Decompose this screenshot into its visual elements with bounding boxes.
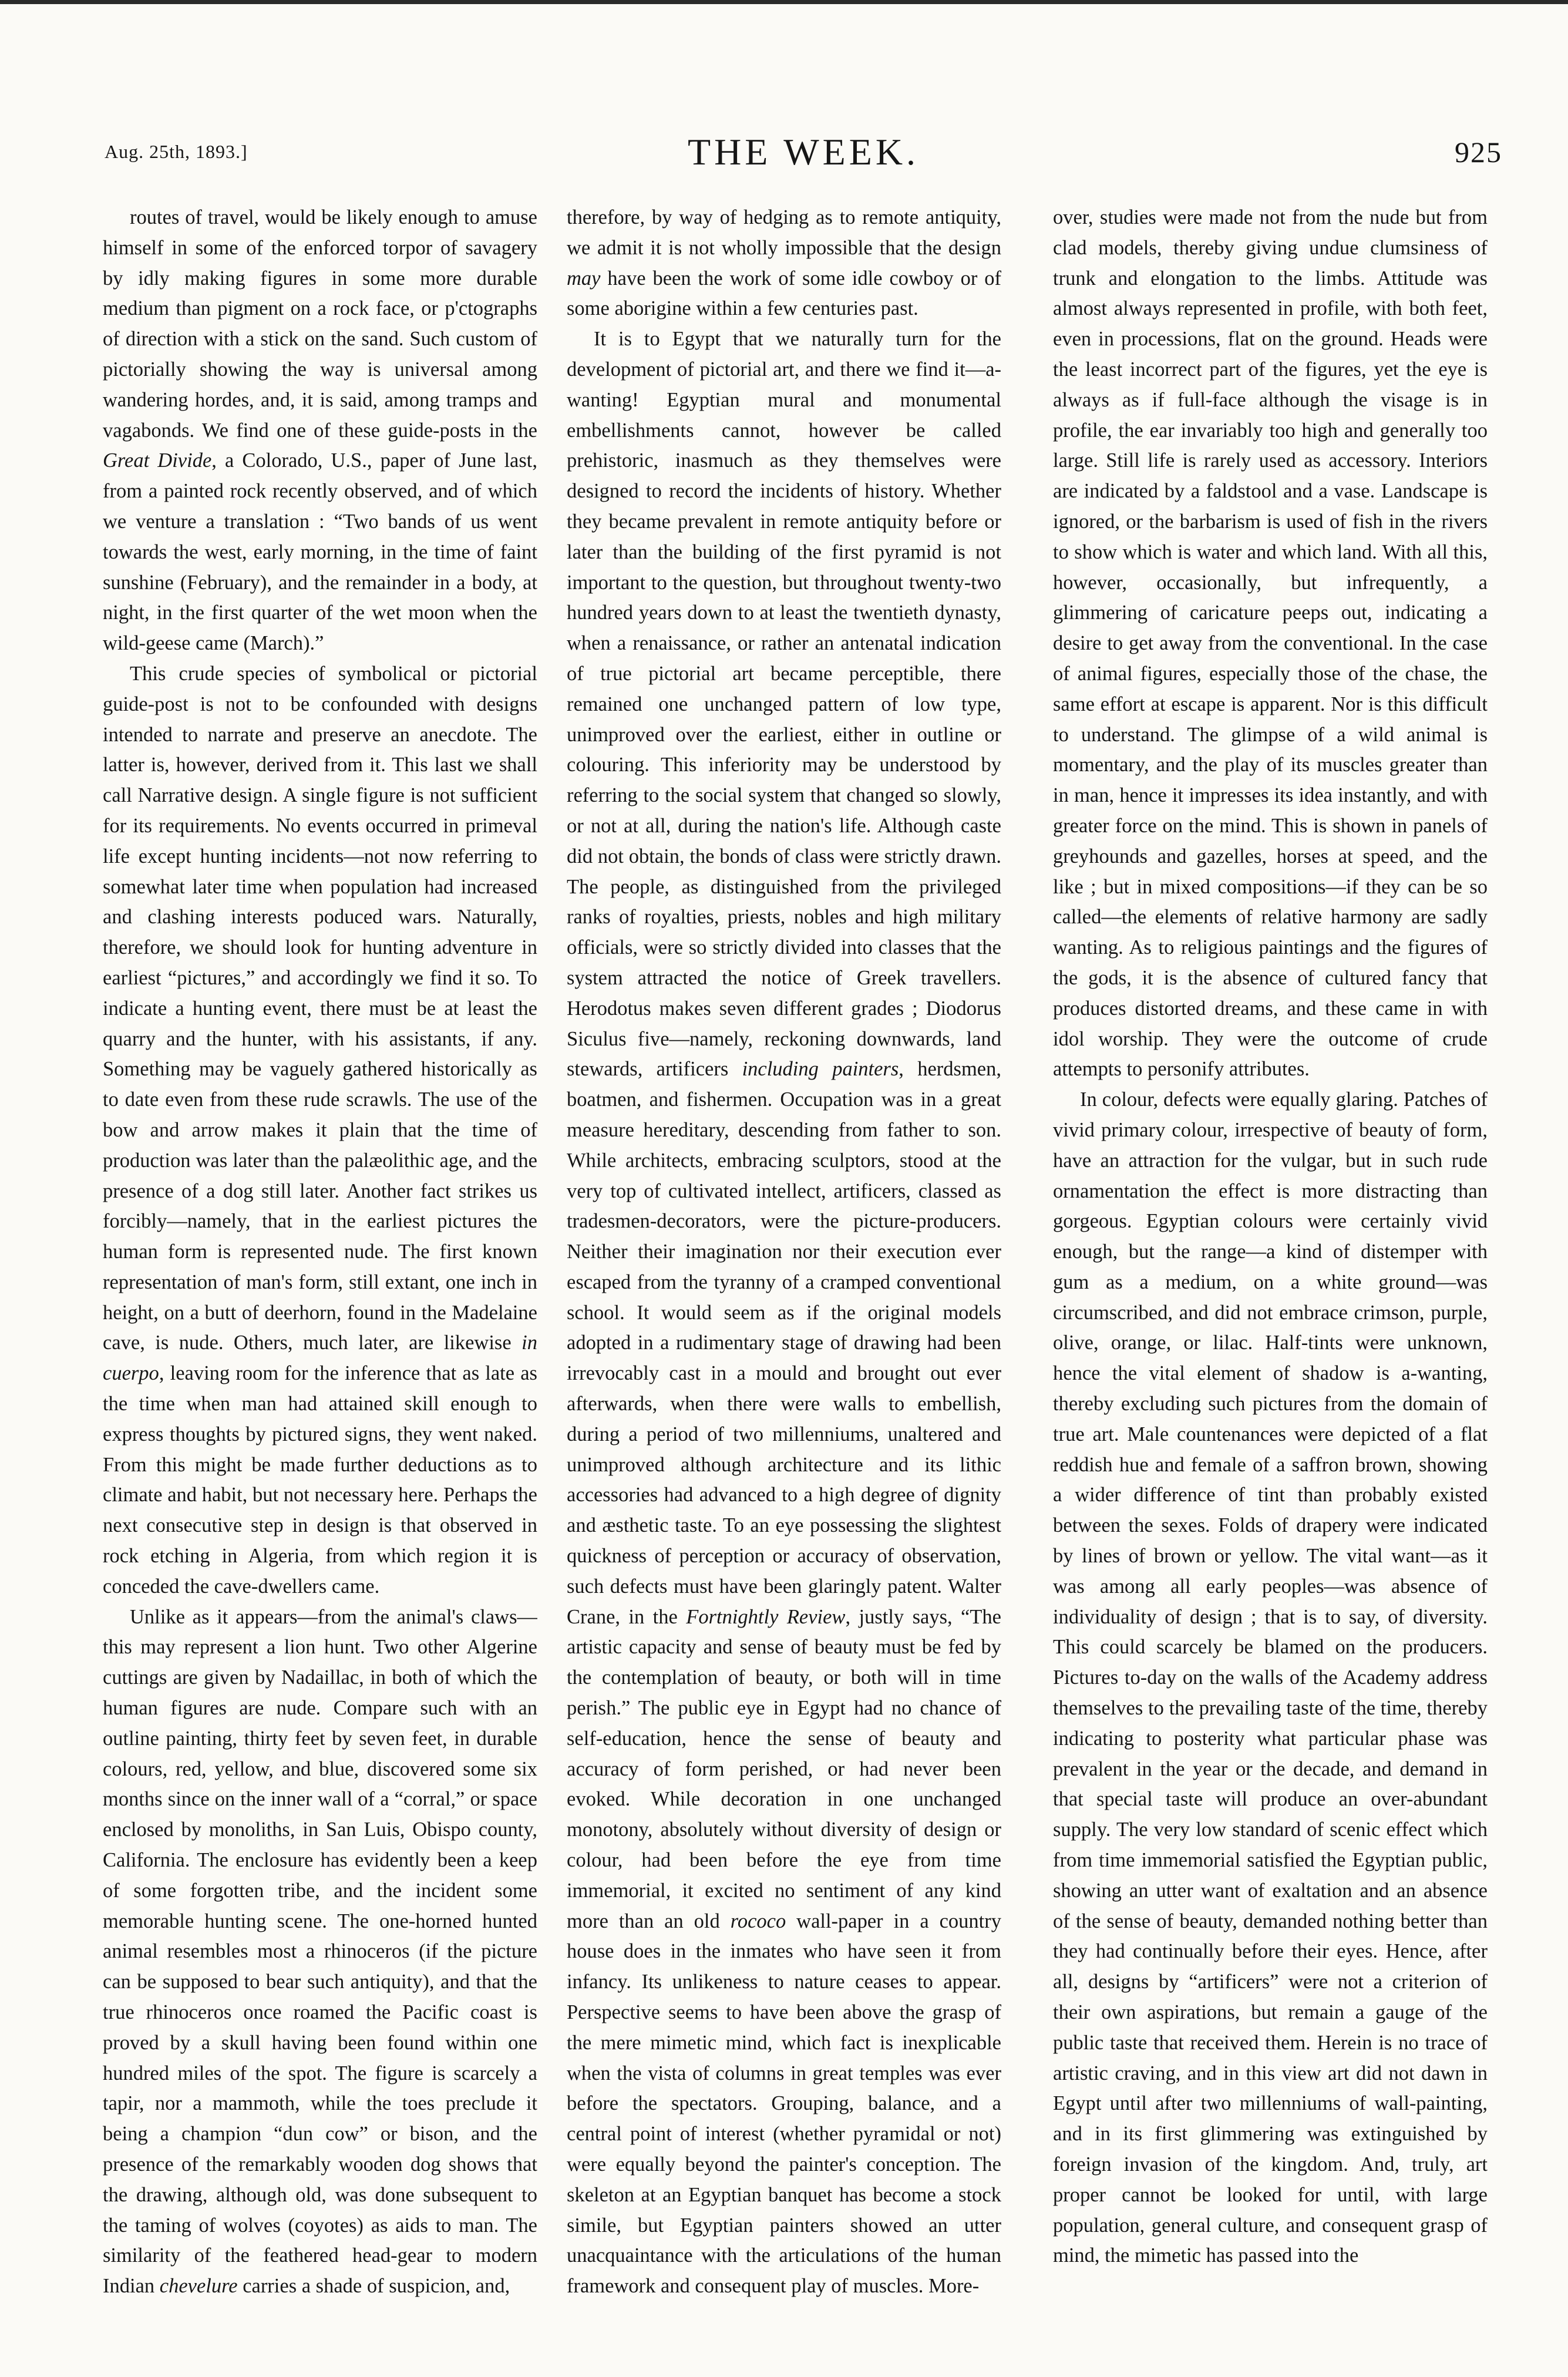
page-number: 925 bbox=[1455, 136, 1502, 169]
journal-title: THE WEEK. bbox=[687, 131, 920, 173]
italic-text: including painters bbox=[742, 1058, 899, 1081]
text-column-3 bbox=[1053, 203, 1488, 2329]
paragraph bbox=[103, 203, 537, 659]
italic-text: in cuerpo bbox=[103, 1332, 537, 1385]
paragraph bbox=[1053, 1085, 1488, 2271]
top-rule bbox=[0, 0, 1568, 4]
italic-text: Fortnightly Review bbox=[686, 1605, 846, 1628]
paragraph bbox=[567, 203, 1001, 324]
page-header bbox=[105, 130, 1502, 183]
text-column-2 bbox=[567, 203, 1001, 2329]
italic-text: Great Divide bbox=[103, 449, 212, 472]
paragraph bbox=[1053, 203, 1488, 1085]
text-run: carries a shade of suspicion, and, bbox=[237, 2275, 510, 2298]
paragraph bbox=[103, 659, 537, 1602]
issue-date: Aug. 25th, 1893.] bbox=[105, 141, 248, 162]
text-run: In colour, defects were equally glaring. Patches of vivid primary colour, irrespective of beauty of form, have an attraction for the vulgar, but in such rude ornamentation the effect is more distracting than gorgeous. Egyptian colours were certainly vivid enough, but the range—a kind of distemper with gum as a medium, on a white ground—was circumscribed, and did not embrace crimson, purple, olive, orange, or lilac. Half-tints were unknown, hence the vital element of shadow is a-wanting, thereby excluding such pictures from the domain of true art. Male countenances were depicted of a flat reddish hue and female of a saffron brown, showing a wider difference of tint than probably existed between the sexes. Folds of drapery were indicated by lines of brown or yellow. The vital want—as it was among all early peoples—was absence of individuality of design ; that is to say, of diversity. This could scarcely be blamed on the producers. Pictures to-day on the walls of the Academy address themselves to the prevailing taste of the time, thereby indicating to posterity what particular phase was prevalent in the year or the decade, and demand in that special taste will produce an over-abundant supply. The very low standard of scenic effect which from time immemorial satisfied the Egyptian public, showing an utter want of exaltation and an absence of the sense of beauty, demanded nothing better than they had continually before their eyes. Hence, after all, designs by “artificers” were not a criterion of their own aspirations, but remain a gauge of the public taste that received them. Herein is no trace of artistic craving, and in this view art did not dawn in Egypt until after two millenniums of wall-painting, and in its first glimmering was extinguished by foreign invasion of the kingdom. And, truly, art proper cannot be looked for until, with large population, general culture, and consequent grasp of mind, the mimetic has passed into the bbox=[1053, 1088, 1488, 2267]
text-run: wall-paper in a country house does in the inmates who have seen it from infancy. Its unlikeness to nature ceases to appear. Perspective seems to have been above the grasp of the mere mimetic mind, which fact is inexplicable when the vista of columns in great temples was ever before the spectators. Grouping, balance, and a central point of interest (whether pyramidal or not) were equally beyond the painter's conception. The skeleton at an Egyptian banquet has become a stock simile, but Egyptian painters showed an utter unacquaintance with the articulations of the human framework and consequent play of muscles. More- bbox=[567, 1909, 1001, 2298]
text-run: therefore, by way of hedging as to remote antiquity, we admit it is not wholly impossible that the design bbox=[567, 206, 1001, 259]
text-column-1 bbox=[103, 203, 537, 2329]
italic-text: may bbox=[567, 267, 601, 290]
text-run: have been the work of some idle cowboy or of some aborigine within a few centuries past. bbox=[567, 267, 1001, 320]
text-run: routes of travel, would be likely enough to amuse himself in some of the enforced torpor of savagery by idly making figures in some more durable medium than pigment on a rock face, or p'ctographs of direction with a stick on the sand. Such custom of pictorially showing the way is universal among wandering hordes, and, it is said, among tramps and vagabonds. We find one of these guide-posts in the bbox=[103, 206, 537, 442]
text-run: , justly says, “The artistic capacity and sense of beauty must be fed by the contemplation of beauty, or both will in time perish.” The public eye in Egypt had no chance of self-education, hence the sense of beauty and accuracy of form perished, or had never been evoked. While decoration in one unchanged monotony, absolutely without diversity of design or colour, had been before the eye from time immemorial, it excited no sentiment of any kind more than an old bbox=[567, 1605, 1001, 1932]
paragraph bbox=[103, 1602, 537, 2302]
italic-text: chevelure bbox=[159, 2275, 238, 2298]
italic-text: rococo bbox=[730, 1909, 786, 1932]
text-run: Unlike as it appears—from the animal's claws—this may represent a lion hunt. Two other Algerine cuttings are given by Nadaillac, in both of which the human figures are nude. Compare such with an outline painting, thirty feet by seven feet, in durable colours, red, yellow, and blue, discovered some six months since on the inner wall of a “corral,” or space enclosed by monoliths, in San Luis, Obispo county, California. The enclosure has evidently been a keep of some forgotten tribe, and the incident some memorable hunting scene. The one-horned hunted animal resembles most a rhinoceros (if the picture can be supposed to bear such antiquity), and that the true rhinoceros once roamed the Pacific coast is proved by a skull having been found within one hundred miles of the spot. The figure is scarcely a tapir, nor a mammoth, while the toes preclude it being a champion “dun cow” or bison, and the presence of the remarkably wooden dog shows that the drawing, although old, was done subsequent to the taming of wolves (coyotes) as aids to man. The similarity of the feathered head-gear to modern Indian bbox=[103, 1605, 537, 2298]
text-run: , leaving room for the inference that as late as the time when man had attained skill enough to express thoughts by pictured signs, they went naked. From this might be made further deductions as to climate and habit, but not necessary here. Perhaps the next consecutive step in design is that observed in rock etching in Algeria, from which region it is conceded the cave-dwellers came. bbox=[103, 1362, 537, 1598]
text-run: , a Colorado, U.S., paper of June last, from a painted rock recently observed, and of which we venture a translation : “Two bands of us went towards the west, early morning, in the time of faint sunshine (February), and the remainder in a body, at night, in the first quarter of the wet moon when the wild-geese came (March).” bbox=[103, 449, 537, 655]
text-run: It is to Egypt that we naturally turn for the development of pictorial art, and there we find it—a-wanting! Egyptian mural and monumental embellishments cannot, however be called prehistoric, inasmuch as they themselves were designed to record the incidents of history. Whether they became prevalent in remote antiquity before or later than the building of the first pyramid is not important to the question, but throughout twenty-two hundred years down to at least the twentieth dynasty, when a renaissance, or rather an antenatal indication of true pictorial art became perceptible, there remained one unchanged pattern of low type, unimproved over the earliest, either in outline or colouring. This inferiority may be understood by referring to the social system that changed so slowly, or not at all, during the nation's life. Although caste did not obtain, the bonds of class were strictly drawn. The people, as distinguished from the privileged ranks of royalties, priests, nobles and high military officials, were so strictly divided into classes that the system attracted the notice of Greek travellers. Herodotus makes seven different grades ; Diodorus Siculus five—namely, reckoning downwards, land stewards, artificers bbox=[567, 328, 1001, 1081]
text-run: , herdsmen, boatmen, and fishermen. Occupation was in a great measure hereditary, descending from father to son. While architects, embracing sculptors, stood at the very top of cultivated intellect, artificers, classed as tradesmen-decorators, were the picture-producers. Neither their imagination nor their execution ever escaped from the tyranny of a cramped conventional school. It would seem as if the original models adopted in a rudimentary stage of drawing had been irrevocably cast in a mould and brought out ever afterwards, when there were walls to embellish, during a period of two millenniums, unaltered and unimproved although architecture and its lithic accessories had advanced to a high degree of dignity and æsthetic taste. To an eye possessing the slightest quickness of perception or accuracy of observation, such defects must have been glaringly patent. Walter Crane, in the bbox=[567, 1058, 1001, 1628]
text-run: over, studies were made not from the nude but from clad models, thereby giving undue clumsiness of trunk and elongation to the limbs. Attitude was almost always represented in profile, with both feet, even in processions, flat on the ground. Heads were the least incorrect part of the figures, yet the eye is always as if full-face although the visage is in profile, the ear invariably too high and generally too large. Still life is rarely used as accessory. Interiors are indicated by a faldstool and a vase. Landscape is ignored, or the barbarism is used of fish in the rivers to show which is water and which land. With all this, however, occasionally, but infrequently, a glimmering of caricature peeps out, indicating a desire to get away from the conventional. In the case of animal figures, especially those of the chase, the same effort at escape is apparent. Nor is this difficult to understand. The glimpse of a wild animal is momentary, and the play of its muscles greater than in man, hence it impresses its idea instantly, and with greater force on the mind. This is shown in panels of greyhounds and gazelles, horses at speed, and the like ; but in mixed compositions—if they can be so called—the elements of relative harmony are sadly wanting. As to religious paintings and the figures of the gods, it is the absence of cultured fancy that produces distorted dreams, and these came in with idol worship. They were the outcome of crude attempts to personify attributes. bbox=[1053, 206, 1488, 1081]
paragraph bbox=[567, 324, 1001, 2302]
text-run: This crude species of symbolical or pictorial guide-post is not to be confounded with designs intended to narrate and preserve an anecdote. The latter is, however, derived from it. This last we shall call Narrative design. A single figure is not sufficient for its requirements. No events occurred in primeval life except hunting incidents—not now referring to somewhat later time when population had increased and clashing interests poduced wars. Naturally, therefore, we should look for hunting adventure in earliest “pictures,” and accordingly we find it so. To indicate a hunting event, there must be at least the quarry and the hunter, with his assistants, if any. Something may be vaguely gathered historically as to date even from these rude scrawls. The use of the bow and arrow makes it plain that the time of production was later than the palæolithic age, and the presence of a dog still later. Another fact strikes us forcibly—namely, that in the earliest pictures the human form is represented nude. The first known representation of man's form, still extant, one inch in height, on a butt of deerhorn, found in the Madelaine cave, is nude. Others, much later, are likewise bbox=[103, 662, 537, 1354]
